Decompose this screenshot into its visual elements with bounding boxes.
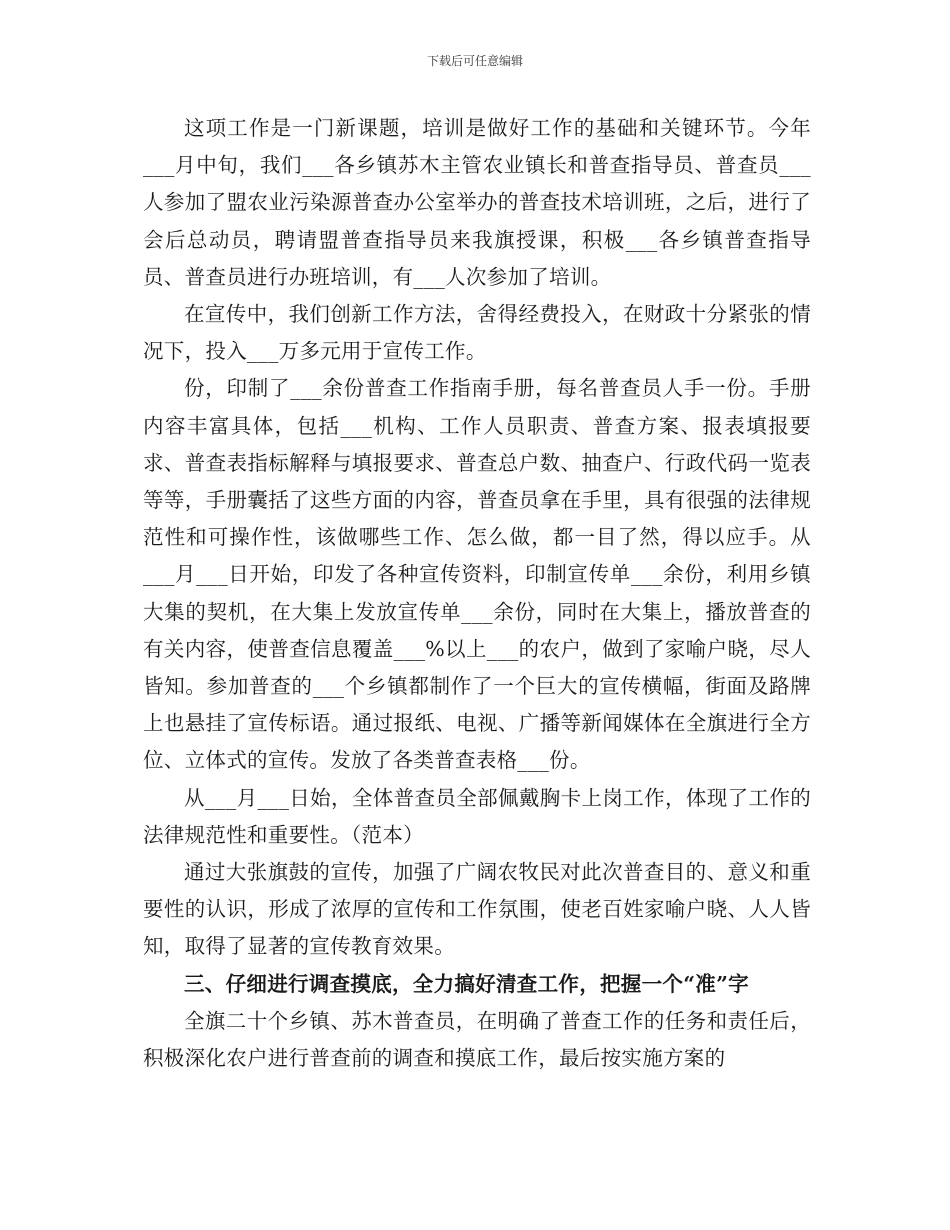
paragraph-publicity: 在宣传中，我们创新工作方法，舍得经费投入，在财政十分紧张的情况下，投入___万多元用于宣传工作。 [143, 302, 811, 364]
paragraph-training: 这项工作是一门新课题，培训是做好工作的基础和关键环节。今年___月中旬，我们___各乡镇苏木主管农业镇长和普查指导员、普查员___人参加了盟农业污染源普查办公室举办的普查技术培训班，之后，进行了会后总动员，聘请盟普查指导员来我旗授课，积极___各乡镇普查指导员、普查员进行办班培训，有___人次参加了培训。 [143, 116, 811, 289]
page-header: 下载后可任意编辑 [426, 54, 523, 68]
paragraph-effect: 通过大张旗鼓的宣传，加强了广阔农牧民对此次普查目的、意义和重要性的认识，形成了浓厚的宣传和工作氛围，使老百姓家喻户晓、人人皆知，取得了显著的宣传教育效果。 [143, 860, 811, 959]
paragraph-survey: 全旗二十个乡镇、苏木普查员，在明确了普查工作的任务和责任后，积极深化农户进行普查前的调查和摸底工作，最后按实施方案的 [143, 1008, 811, 1071]
section-heading: 三、仔细进行调查摸底，全力搞好清查工作，把握一个“准”字 [184, 971, 749, 996]
paragraph-handbook: 份，印制了___余份普查工作指南手册，每名普查员人手一份。手册内容丰富具体，包括___机构、工作人员职责、普查方案、报表填报要求、普查表指标解释与填报要求、普查总户数、抽查户、行政代码一览表等等，手册囊括了这些方面的内容，普查员拿在手里，具有很强的法律规范性和可操作性，该做哪些工作、怎么做，都一目了然，得以应手。从___月___日开始，印发了各种宣传资料，印制宣传单___余份，利用乡镇大集的契机，在大集上发放宣传单___余份，同时在大集上，播放普查的有关内容，使普查信息覆盖___%以上___的农户，做到了家喻户晓，尽人皆知。参加普查的___个乡镇都制作了一个巨大的宣传横幅，街面及路牌上也悬挂了宣传标语。通过报纸、电视、广播等新闻媒体在全旗进行全方位、立体式的宣传。发放了各类普查表格___份。 [143, 376, 811, 773]
document-body [143, 110, 811, 1077]
paragraph-badge: 从___月___日始，全体普查员全部佩戴胸卡上岗工作，体现了工作的法律规范性和重要性。（范本） [143, 785, 811, 847]
